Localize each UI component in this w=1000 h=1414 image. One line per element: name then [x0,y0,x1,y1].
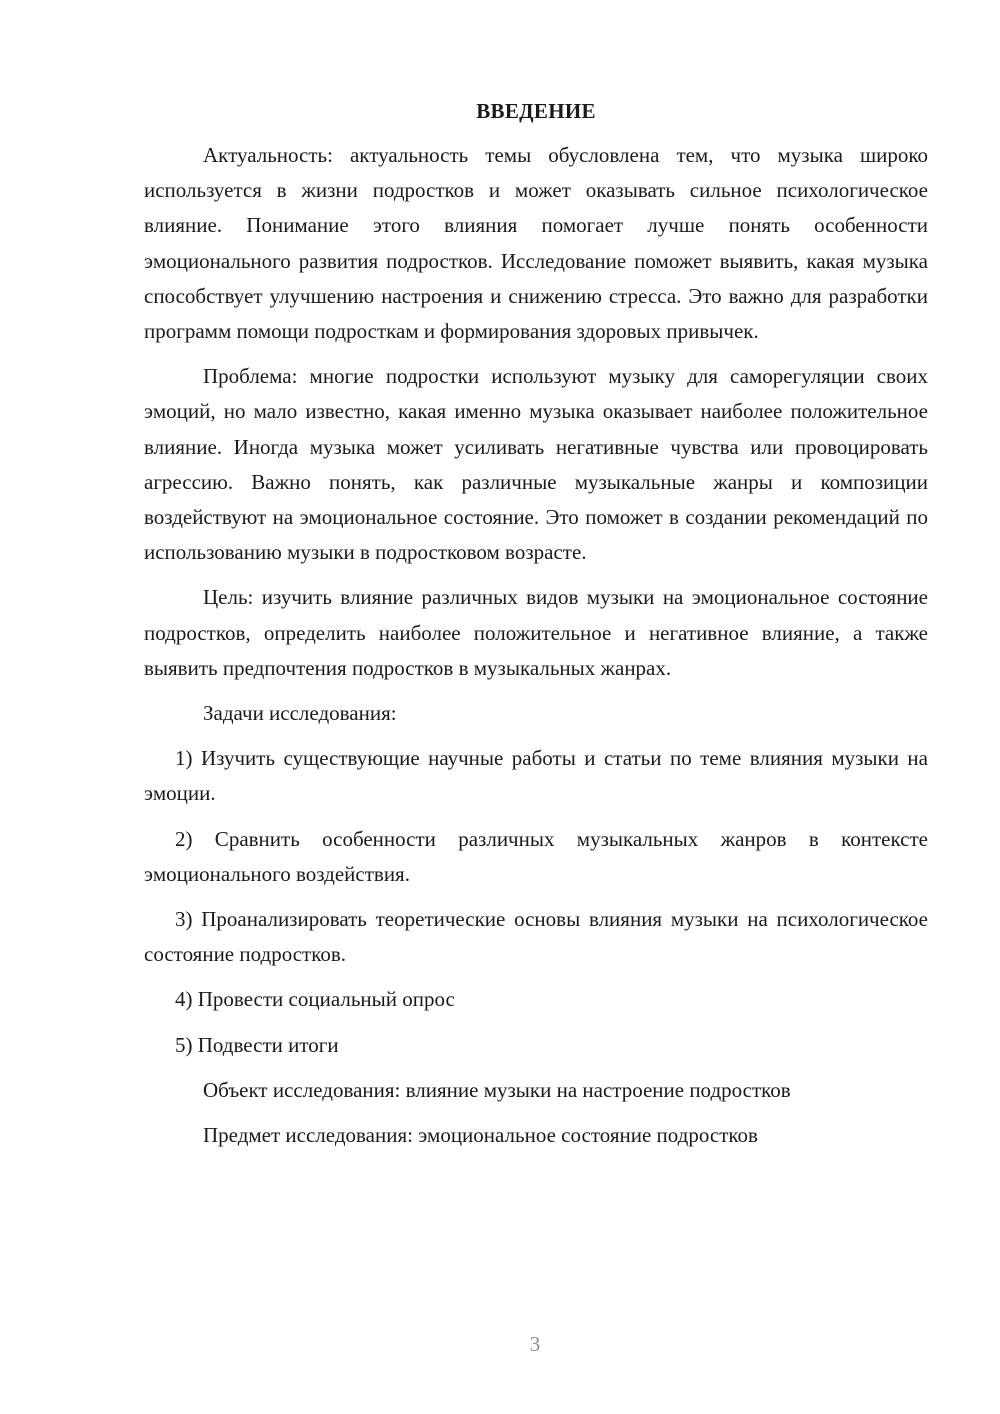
problem-paragraph: Проблема: многие подростки используют музыку для саморегуляции своих эмоций, но мало известно, какая именно музыка оказывает наиболее положительное влияние. Иногда музыка может усиливать негативные чувства или провоцировать агрессию. Важно понять, как различные музыкальные жанры и композиции воздействуют на эмоциональное состояние. Это поможет в создании рекомендаций по использованию музыки в подростковом возрасте. [144,364,928,565]
research-object: Объект исследования: влияние музыки на настроение подростков [203,1077,791,1102]
page-content [144,96,928,1163]
relevance-paragraph: Актуальность: актуальность темы обусловлена тем, что музыка широко используется в жизни подростков и может оказывать сильное психологическое влияние. Понимание этого влияния помогает лучше понять особенности эмоционального развития подростков. Исследование поможет выявить, какая музыка способствует улучшению настроения и снижению стресса. Это важно для разработки программ помощи подросткам и формирования здоровых привычек. [144,143,928,344]
task-item: 5) Подвести итоги [175,1032,339,1057]
task-item: 1) Изучить существующие научные работы и статьи по теме влияния музыки на эмоции. [144,746,928,806]
research-subject: Предмет исследования: эмоциональное состояние подростков [203,1123,758,1148]
task-item: 3) Проанализировать теоретические основы влияния музыки на психологическое состояние подростков. [144,907,928,967]
tasks-label: Задачи исследования: [203,701,397,726]
task-item: 4) Провести социальный опрос [175,987,455,1012]
goal-paragraph: Цель: изучить влияние различных видов музыки на эмоциональное состояние подростков, определить наиболее положительное и негативное влияние, а также выявить предпочтения подростков в музыкальных жанрах. [144,585,928,680]
page-title: ВВЕДЕНИЕ [476,99,596,123]
task-item: 2) Сравнить особенности различных музыкальных жанров в контексте эмоционального воздействия. [144,826,928,886]
page-number: 3 [529,1332,541,1356]
